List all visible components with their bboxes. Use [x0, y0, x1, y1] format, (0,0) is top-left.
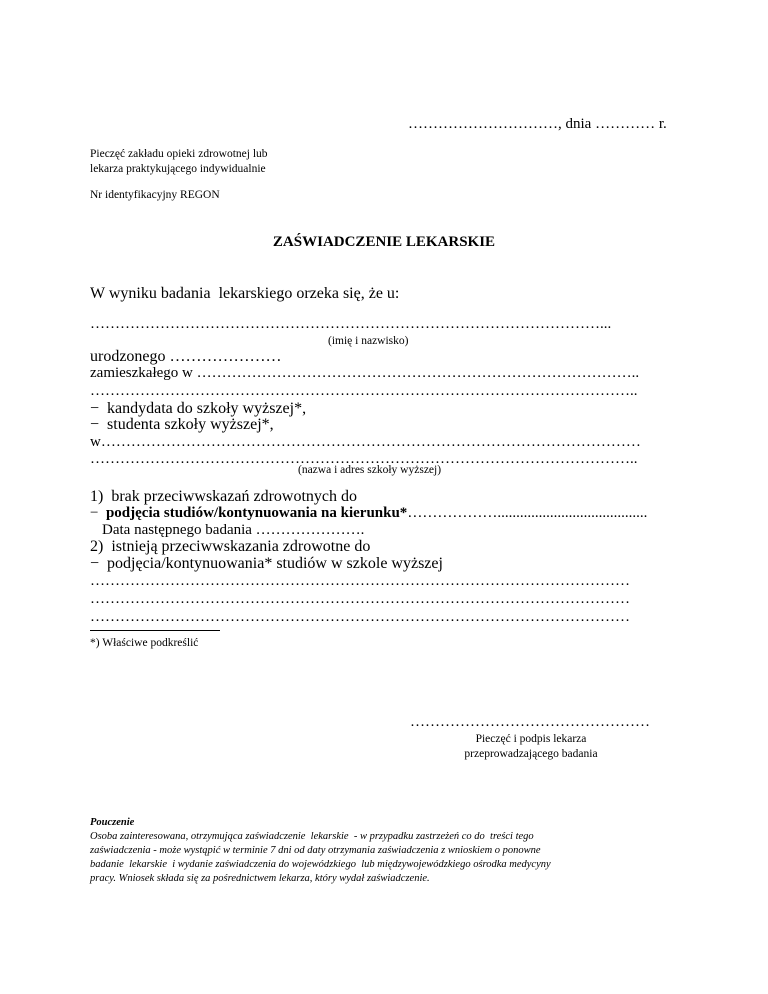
document-title: ZAŚWIADCZENIE LEKARSKIE	[272, 234, 496, 250]
patient-name-line: …………………………………………………………………………………………...	[90, 316, 612, 332]
instruction-line-3: badanie lekarskie i wydanie zaświadczenia do wojewódzkiego lub międzywojewódzkiego ośrodka medycyny	[90, 859, 551, 870]
stamp-label-line1: Pieczęć zakładu opieki zdrowotnej lub	[90, 148, 268, 160]
dash-marker: −	[90, 505, 106, 521]
finding-1-bold-text: podjęcia studiów/kontynuowania na kierunku*	[105, 505, 408, 521]
signature-caption-1: Pieczęć i podpis lekarza	[475, 733, 587, 745]
instruction-line-2: zaświadczenia - może wystąpić w terminie 7 dni od daty otrzymania zaświadczenia z wnioskiem o ponowne	[90, 845, 541, 856]
resident-line: zamieszkałego w ……………………………………………………………………………..	[90, 365, 640, 381]
footnote: *) Właściwe podkreślić	[90, 637, 199, 649]
contraindication-line-1: ………………………………………………………………………………………………	[90, 573, 630, 589]
contraindication-line-2: ………………………………………………………………………………………………	[90, 591, 630, 607]
finding-1-detail	[90, 505, 647, 522]
resident-line-continued: ………………………………………………………………………………………………..	[90, 383, 638, 399]
finding-1-dots: ………………........................................	[407, 505, 648, 521]
patient-name-caption: (imię i nazwisko)	[328, 335, 409, 347]
signature-line: …………………………………………	[410, 714, 650, 730]
school-caption: (nazwa i adres szkoły wyższej)	[298, 464, 442, 476]
next-exam-date: Data następnego badania ………………….	[102, 522, 365, 538]
intro-text: W wyniku badania lekarskiego orzeka się, że u:	[90, 285, 400, 302]
student-option: − studenta szkoły wyższej*,	[90, 416, 274, 433]
stamp-label-line2: lekarza praktykującego indywidualnie	[90, 163, 266, 175]
signature-caption-2: przeprowadzającego badania	[464, 748, 598, 760]
school-line: w………………………………………………………………………………………………	[90, 434, 641, 450]
regon-label: Nr identyfikacyjny REGON	[90, 189, 220, 201]
footnote-divider	[90, 630, 220, 631]
instruction-heading: Pouczenie	[90, 817, 135, 828]
finding-1: 1) brak przeciwwskazań zdrowotnych do	[90, 488, 358, 505]
place-date-line: …………………………, dnia ………… r.	[408, 116, 667, 132]
born-line: urodzonego …………………	[90, 348, 282, 365]
contraindication-line-3: ………………………………………………………………………………………………	[90, 609, 630, 625]
instruction-line-4: pracy. Wniosek składa się za pośrednictwem lekarza, który wydał zaświadczenie.	[90, 873, 430, 884]
school-line-continued: ………………………………………………………………………………………………..	[90, 451, 638, 467]
finding-2: 2) istnieją przeciwwskazania zdrowotne do	[90, 538, 371, 555]
instruction-line-1: Osoba zainteresowana, otrzymująca zaświadczenie lekarskie - w przypadku zastrzeżeń co do treści tego	[90, 831, 534, 842]
candidate-option: − kandydata do szkoły wyższej*,	[90, 400, 307, 417]
finding-2-detail: − podjęcia/kontynuowania* studiów w szkole wyższej	[90, 555, 443, 572]
